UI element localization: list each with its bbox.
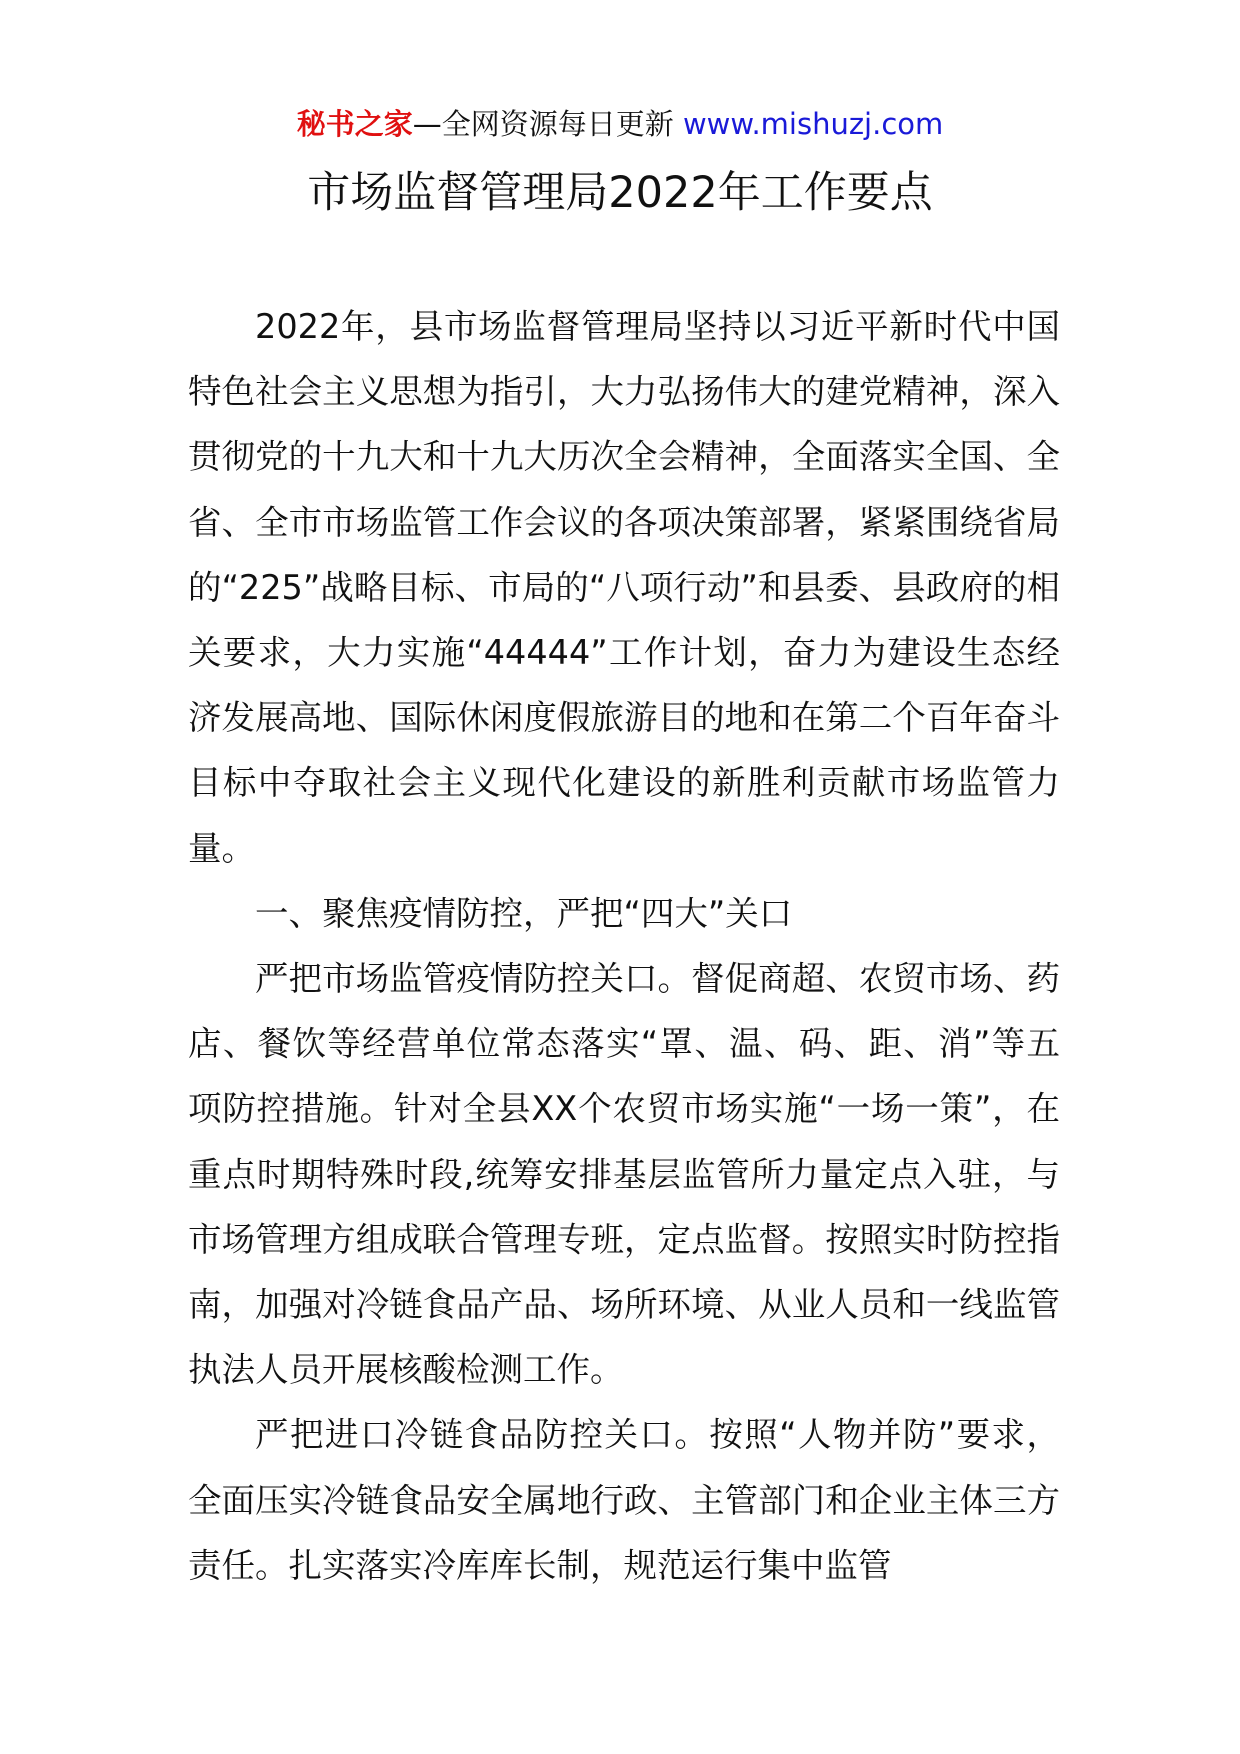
header-tagline: —全网资源每日更新 — [412, 107, 683, 141]
site-url-link[interactable]: www.mishuzj.com — [682, 107, 944, 141]
watermark-header — [0, 104, 1240, 144]
document-body — [188, 294, 1060, 1598]
body-paragraph: 严把市场监管疫情防控关口。督促商超、农贸市场、药店、餐饮等经营单位常态落实“罩、温、码、距、消”等五项防控措施。针对全县XX个农贸市场实施“一场一策”，在重点时期特殊时段,统筹安排基层监管所力量定点入驻，与市场管理方组成联合管理专班，定点监督。按照实时防控指南，加强对冷链食品产品、场所环境、从业人员和一线监管执法人员开展核酸检测工作。 — [188, 959, 1060, 1390]
intro-paragraph: 2022年，县市场监督管理局坚持以习近平新时代中国特色社会主义思想为指引，大力弘扬伟大的建党精神，深入贯彻党的十九大和十九大历次全会精神，全面落实全国、全省、全市市场监管工作会议的各项决策部署，紧紧围绕省局的“225”战略目标、市局的“八项行动”和县委、县政府的相关要求，大力实施“44444”工作计划，奋力为建设生态经济发展高地、国际休闲度假旅游目的地和在第二个百年奋斗目标中夺取社会主义现代化建设的新胜利贡献市场监管力量。 — [188, 307, 1060, 868]
section-heading: 一、聚焦疫情防控，严把“四大”关口 — [255, 893, 793, 933]
body-paragraph: 严把进口冷链食品防控关口。按照“人物并防”要求，全面压实冷链食品安全属地行政、主管部门和企业主体三方责任。扎实落实冷库库长制，规范运行集中监管 — [188, 1415, 1060, 1585]
brand-name: 秘书之家 — [296, 107, 413, 141]
document-title: 市场监督管理局2022年工作要点 — [307, 168, 933, 218]
